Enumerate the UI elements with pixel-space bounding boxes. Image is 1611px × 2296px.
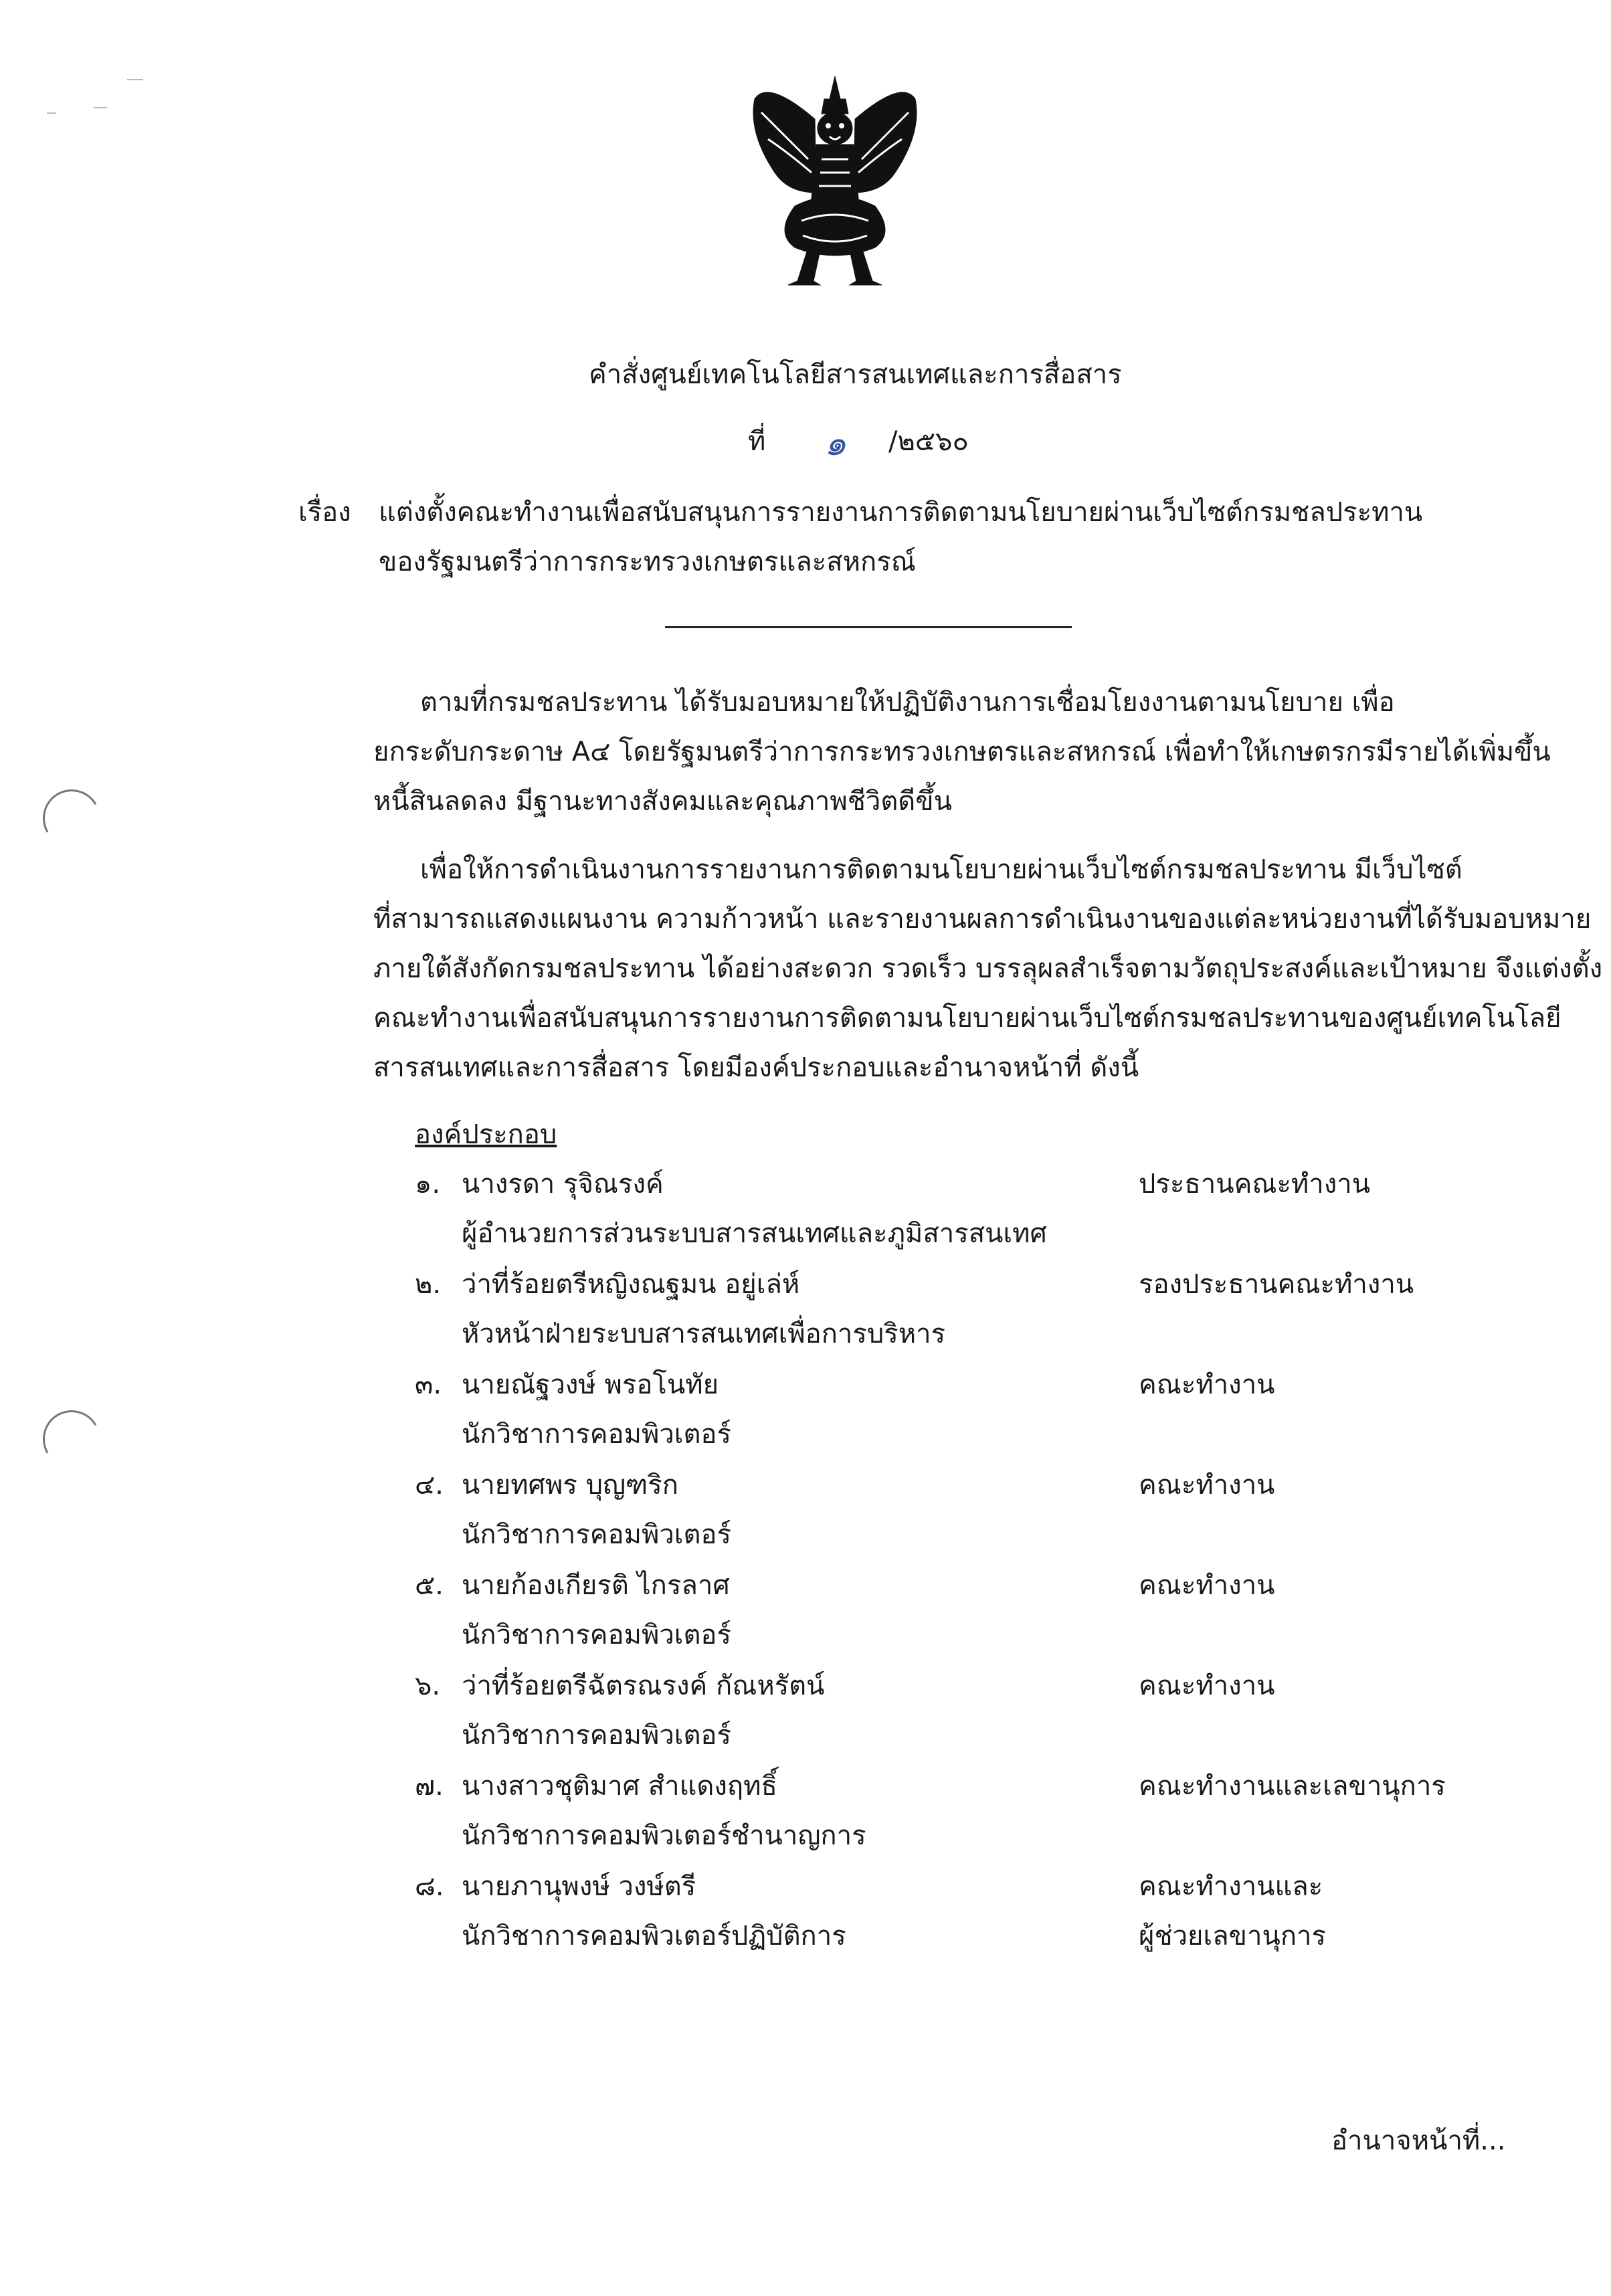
member-number: ๔. bbox=[415, 1470, 444, 1501]
member-name: นายทศพร บุญฑริก bbox=[462, 1470, 678, 1501]
order-number-suffix: /๒๕๖๐ bbox=[888, 426, 969, 457]
member-position: นักวิชาการคอมพิวเตอร์ bbox=[462, 1720, 731, 1751]
composition-heading: องค์ประกอบ bbox=[415, 1119, 557, 1150]
member-name: นางรดา รุจิณรงค์ bbox=[462, 1169, 664, 1200]
member-number: ๑. bbox=[415, 1169, 441, 1200]
punch-hole-mark bbox=[36, 783, 106, 853]
paragraph-2-line: สารสนเทศและการสื่อสาร โดยมีองค์ประกอบและอำนาจหน้าที่ ดังนี้ bbox=[373, 1052, 1139, 1083]
member-name: นายก้องเกียรติ ไกรลาศ bbox=[462, 1570, 730, 1601]
paragraph-2-line: เพื่อให้การดำเนินงานการรายงานการติดตามนโยบายผ่านเว็บไซต์กรมชลประทาน มีเว็บไซต์ bbox=[420, 854, 1462, 885]
member-position: นักวิชาการคอมพิวเตอร์ปฏิบัติการ bbox=[462, 1921, 846, 1951]
paragraph-1-line: ยกระดับกระดาษ A๔ โดยรัฐมนตรีว่าการกระทรวงเกษตรและสหกรณ์ เพื่อทำให้เกษตรกรมีรายได้เพิ่มขึ้น bbox=[373, 737, 1551, 767]
member-number: ๗. bbox=[415, 1771, 444, 1802]
member-role: คณะทำงานและเลขานุการ bbox=[1139, 1771, 1446, 1802]
member-name: ว่าที่ร้อยตรีหญิงณฐมน อยู่เล่ห์ bbox=[462, 1269, 800, 1300]
member-role: คณะทำงาน bbox=[1139, 1470, 1275, 1501]
subject-line-1: แต่งตั้งคณะทำงานเพื่อสนับสนุนการรายงานการติดตามนโยบายผ่านเว็บไซต์กรมชลประทาน bbox=[379, 497, 1423, 528]
paragraph-2-line: ภายใต้สังกัดกรมชลประทาน ได้อย่างสะดวก รวดเร็ว บรรลุผลสำเร็จตามวัตถุประสงค์และเป้าหมาย จึงแต่งตั้ง bbox=[373, 953, 1603, 984]
scan-speck bbox=[94, 107, 107, 108]
continuation-text: อำนาจหน้าที่... bbox=[1331, 2125, 1506, 2156]
order-number-label: ที่ bbox=[748, 426, 766, 457]
member-name: นายภานุพงษ์ วงษ์ตรี bbox=[462, 1871, 696, 1902]
member-role: คณะทำงานและ bbox=[1139, 1871, 1323, 1902]
member-number: ๘. bbox=[415, 1871, 444, 1902]
order-number-handwritten: ๑ bbox=[824, 423, 847, 464]
scan-speck bbox=[47, 112, 56, 114]
paragraph-1-line: หนี้สินลดลง มีฐานะทางสังคมและคุณภาพชีวิตดีขึ้น bbox=[373, 786, 952, 817]
member-role: คณะทำงาน bbox=[1139, 1570, 1275, 1601]
member-name: นายณัฐวงษ์ พรอโนทัย bbox=[462, 1369, 719, 1400]
scan-speck bbox=[127, 79, 143, 80]
order-title: คำสั่งศูนย์เทคโนโลยีสารสนเทศและการสื่อสาร bbox=[589, 359, 1122, 390]
paragraph-2-line: ที่สามารถแสดงแผนงาน ความก้าวหน้า และรายงานผลการดำเนินงานของแต่ละหน่วยงานที่ได้รับมอบหมาย bbox=[373, 904, 1592, 935]
member-position: นักวิชาการคอมพิวเตอร์ bbox=[462, 1519, 731, 1550]
member-name: นางสาวชุติมาศ สำแดงฤทธิ์ bbox=[462, 1771, 777, 1802]
member-role-continued: ผู้ช่วยเลขานุการ bbox=[1139, 1921, 1326, 1951]
member-number: ๖. bbox=[415, 1670, 441, 1701]
subject-label: เรื่อง bbox=[298, 497, 351, 528]
member-number: ๓. bbox=[415, 1369, 442, 1400]
member-role: รองประธานคณะทำงาน bbox=[1139, 1269, 1414, 1300]
member-position: นักวิชาการคอมพิวเตอร์ชำนาญการ bbox=[462, 1820, 866, 1851]
member-number: ๕. bbox=[415, 1570, 444, 1601]
garuda-emblem-icon bbox=[741, 72, 929, 293]
member-number: ๒. bbox=[415, 1269, 442, 1300]
member-role: คณะทำงาน bbox=[1139, 1670, 1275, 1701]
paragraph-1-line: ตามที่กรมชลประทาน ได้รับมอบหมายให้ปฏิบัติงานการเชื่อมโยงงานตามนโยบาย เพื่อ bbox=[420, 687, 1395, 718]
member-name: ว่าที่ร้อยตรีฉัตรณรงค์ กัณหรัตน์ bbox=[462, 1670, 825, 1701]
subject-line-2: ของรัฐมนตรีว่าการกระทรวงเกษตรและสหกรณ์ bbox=[379, 547, 916, 577]
member-position: หัวหน้าฝ่ายระบบสารสนเทศเพื่อการบริหาร bbox=[462, 1319, 946, 1349]
member-role: คณะทำงาน bbox=[1139, 1369, 1275, 1400]
member-position: ผู้อำนวยการส่วนระบบสารสนเทศและภูมิสารสนเทศ bbox=[462, 1218, 1047, 1249]
paragraph-2-line: คณะทำงานเพื่อสนับสนุนการรายงานการติดตามนโยบายผ่านเว็บไซต์กรมชลประทานของศูนย์เทคโนโลยี bbox=[373, 1003, 1561, 1034]
member-position: นักวิชาการคอมพิวเตอร์ bbox=[462, 1620, 731, 1650]
member-position: นักวิชาการคอมพิวเตอร์ bbox=[462, 1419, 731, 1450]
heading-divider bbox=[665, 626, 1072, 628]
member-role: ประธานคณะทำงาน bbox=[1139, 1169, 1371, 1200]
punch-hole-mark bbox=[36, 1404, 106, 1474]
